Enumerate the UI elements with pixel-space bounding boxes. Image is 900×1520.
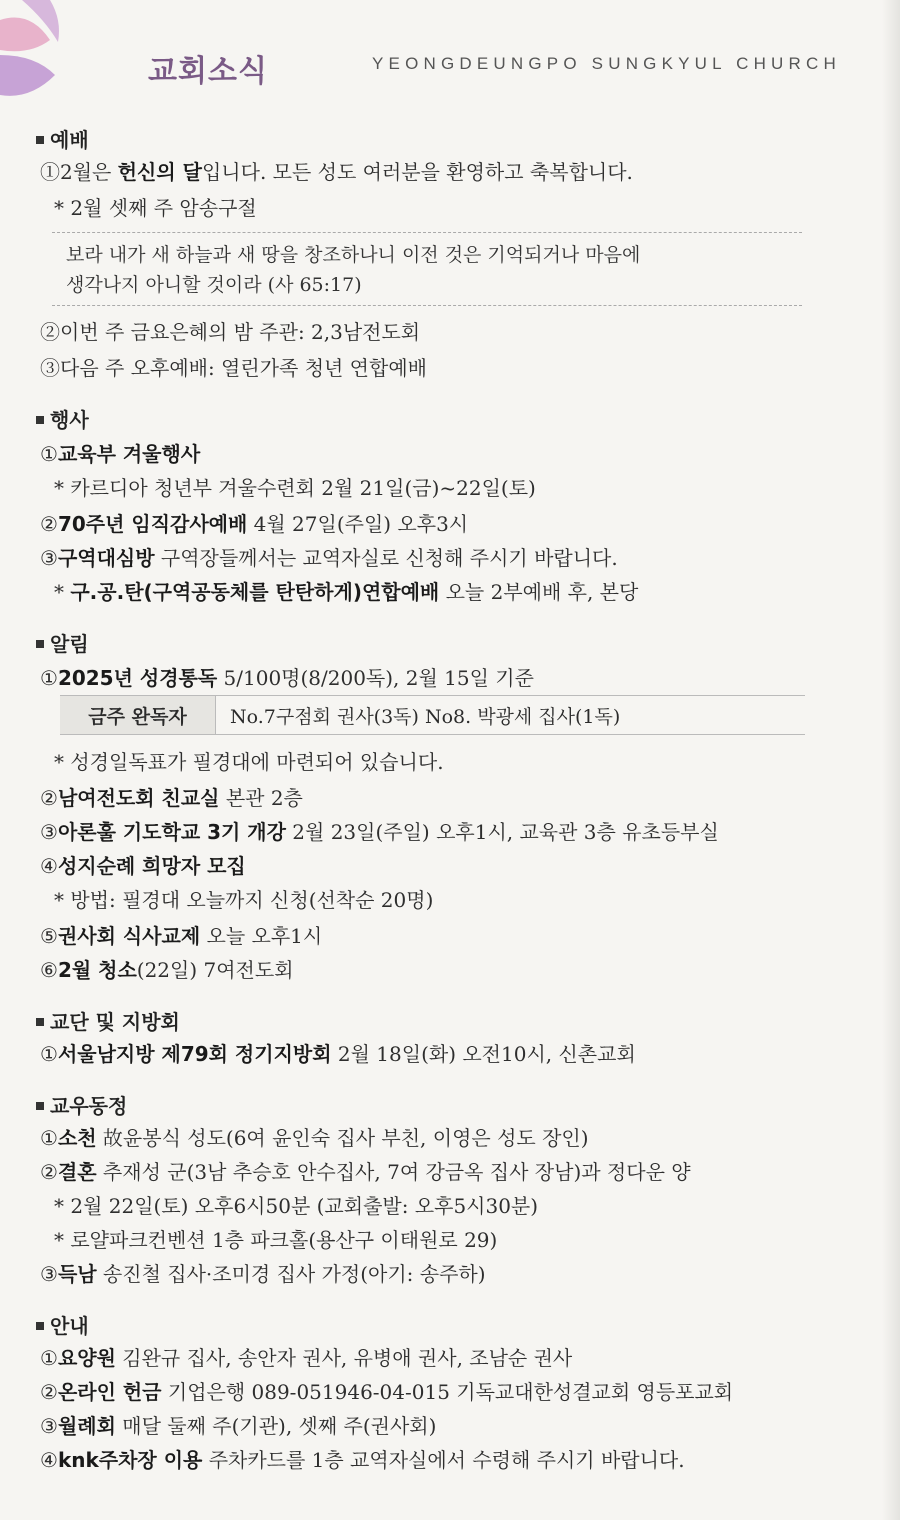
members-line-2: ②결혼 추재성 군(3남 추승호 안수집사, 7여 강금옥 집사 장남)과 정다운 양 — [40, 1160, 691, 1184]
worship-line-3: ②이번 주 금요은혜의 밤 주관: 2,3남전도회 — [40, 320, 421, 344]
church-name: YEONGDEUNGPO SUNGKYUL CHURCH — [372, 54, 841, 73]
notice-line-2: * 성경일독표가 필경대에 마련되어 있습니다. — [54, 750, 444, 774]
notice-line-4: ③아론훌 기도학교 3기 개강 2월 23일(주일) 오후1시, 교육관 3층 유초등부실 — [40, 820, 719, 844]
worship-line-2: * 2월 셋째 주 암송구절 — [54, 196, 257, 220]
members-line-3: * 2월 22일(토) 오후6시50분 (교회출발: 오후5시30분) — [54, 1194, 539, 1218]
notice-line-3: ②남여전도회 친교실 본관 2층 — [40, 786, 303, 810]
church-logo — [0, 0, 72, 110]
events-line-4: ③구역대심방 구역장들께서는 교역자실로 신청해 주시기 바랍니다. — [40, 546, 618, 570]
notice-line-8: ⑥2월 청소(22일) 7여전도회 — [40, 958, 294, 982]
table-cell: No.7구점회 권사(3독) No8. 박광세 집사(1독) — [230, 705, 621, 728]
page-edge — [882, 0, 900, 1520]
worship-line-4: ③다음 주 오후예배: 열린가족 청년 연합예배 — [40, 356, 427, 380]
members-line-1: ①소천 故윤봉식 성도(6여 윤인숙 집사 부친, 이영은 성도 장인) — [40, 1126, 589, 1150]
section-heading-guide: 안내 — [36, 1310, 89, 1339]
section-heading-worship: 예배 — [36, 124, 89, 153]
members-line-5: ③득남 송진철 집사·조미경 집사 가정(아기: 송주하) — [40, 1262, 486, 1286]
table-header: 금주 완독자 — [60, 696, 216, 734]
section-heading-members: 교우동정 — [36, 1090, 127, 1119]
worship-line-1: ①2월은 헌신의 달입니다. 모든 성도 여러분을 환영하고 축복합니다. — [40, 160, 633, 184]
notice-line-5: ④성지순례 희망자 모집 — [40, 854, 246, 878]
completion-table — [60, 695, 805, 735]
notice-line-1: ①2025년 성경통독 5/100명(8/200독), 2월 15일 기준 — [40, 666, 534, 690]
events-line-5: * 구.공.탄(구역공동체를 탄탄하게)연합예배 오늘 2부예배 후, 본당 — [54, 580, 639, 604]
events-line-2: * 카르디아 청년부 겨울수련회 2월 21일(금)~22일(토) — [54, 476, 536, 500]
members-line-4: * 로얄파크컨벤션 1층 파크홀(용산구 이태원로 29) — [54, 1228, 498, 1252]
section-heading-notice: 알림 — [36, 628, 89, 657]
guide-line-4: ④knk주차장 이용 주차카드를 1층 교역자실에서 수령해 주시기 바랍니다. — [40, 1448, 685, 1472]
events-line-1: ①교육부 겨울행사 — [40, 442, 201, 466]
notice-line-6: * 방법: 필경대 오늘까지 신청(선착순 20명) — [54, 888, 434, 912]
verse-line-1: 보라 내가 새 하늘과 새 땅을 창조하나니 이전 것은 기억되거나 마음에 — [66, 244, 641, 266]
page-title: 교회소식 — [148, 54, 268, 89]
events-line-3: ②70주년 임직감사예배 4월 27일(주일) 오후3시 — [40, 512, 469, 536]
verse-line-2: 생각나지 아니할 것이라 (사 65:17) — [66, 274, 362, 296]
guide-line-3: ③월례회 매달 둘째 주(기관), 셋째 주(권사회) — [40, 1414, 437, 1438]
section-heading-events: 행사 — [36, 404, 89, 433]
denomination-line-1: ①서울남지방 제79회 정기지방회 2월 18일(화) 오전10시, 신촌교회 — [40, 1042, 636, 1066]
section-heading-denomination: 교단 및 지방회 — [36, 1006, 180, 1035]
notice-line-7: ⑤권사회 식사교제 오늘 오후1시 — [40, 924, 323, 948]
guide-line-2: ②온라인 헌금 기업은행 089-051946-04-015 기독교대한성결교회 영등포교회 — [40, 1380, 734, 1404]
guide-line-1: ①요양원 김완규 집사, 송안자 권사, 유병애 권사, 조남순 권사 — [40, 1346, 573, 1370]
